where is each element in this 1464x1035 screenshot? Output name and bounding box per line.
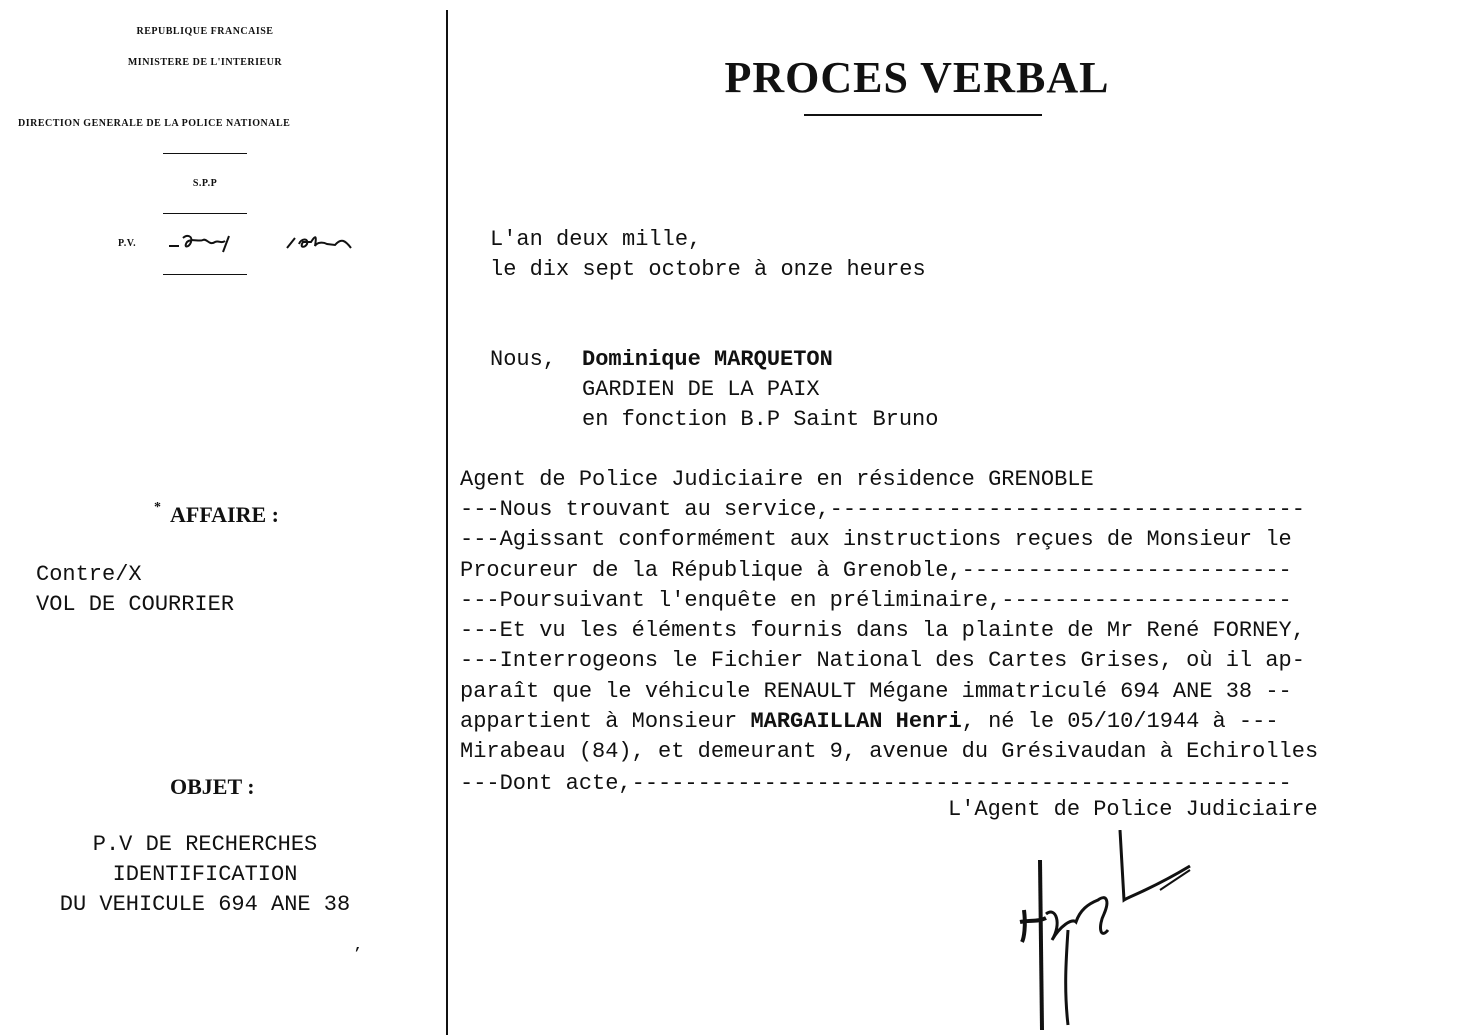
officer-intro: Nous, bbox=[490, 347, 557, 372]
signature-caption: L'Agent de Police Judiciaire bbox=[948, 797, 1318, 822]
title-underline bbox=[804, 114, 1042, 116]
pv-number-handwriting bbox=[165, 228, 365, 258]
body-line: ---Dont acte,-------------------------------------------------- bbox=[460, 771, 1292, 796]
affaire-mark: * bbox=[154, 500, 161, 515]
column-separator bbox=[446, 10, 448, 1035]
officer-rank: GARDIEN DE LA PAIX bbox=[582, 377, 820, 402]
pv-label: P.V. bbox=[118, 238, 137, 249]
body-line: paraît que le véhicule RENAULT Mégane immatriculé 694 ANE 38 -- bbox=[460, 679, 1292, 704]
body-segment: , né le 05/10/1944 à --- bbox=[961, 709, 1279, 734]
objet-heading: OBJET : bbox=[170, 774, 255, 799]
objet-line-1: P.V DE RECHERCHES bbox=[92, 832, 318, 857]
header-divider-2 bbox=[163, 213, 247, 214]
header-divider-3 bbox=[163, 274, 247, 275]
direction-heading: DIRECTION GENERALE DE LA POLICE NATIONALE bbox=[18, 118, 291, 129]
header-divider-1 bbox=[163, 153, 247, 154]
officer-name: Dominique MARQUETON bbox=[582, 347, 833, 372]
body-line: ---Agissant conformément aux instructions reçues de Monsieur le bbox=[460, 527, 1292, 552]
owner-name: MARGAILLAN Henri bbox=[750, 709, 962, 734]
affaire-line-2: VOL DE COURRIER bbox=[36, 592, 235, 617]
document-title: PROCES VERBAL bbox=[724, 53, 1110, 102]
body-line bbox=[460, 707, 1450, 737]
body-line: ---Poursuivant l'enquête en préliminaire,---------------------- bbox=[460, 588, 1292, 613]
body-line: Procureur de la République à Grenoble,------------------------- bbox=[460, 558, 1292, 583]
republic-heading: REPUBLIQUE FRANCAISE bbox=[136, 26, 274, 37]
affaire-heading: AFFAIRE : bbox=[170, 502, 279, 527]
date-line-1: L'an deux mille, bbox=[490, 227, 702, 252]
signature-image bbox=[1010, 830, 1210, 1035]
service-code: S.P.P bbox=[192, 178, 218, 189]
ministry-heading: MINISTERE DE L'INTERIEUR bbox=[127, 57, 283, 68]
date-line-2: le dix sept octobre à onze heures bbox=[490, 257, 926, 282]
objet-line-3: DU VEHICULE 694 ANE 38 bbox=[59, 892, 351, 917]
affaire-line-1: Contre/X bbox=[36, 562, 142, 587]
body-line: ---Interrogeons le Fichier National des Cartes Grises, où il ap- bbox=[460, 648, 1305, 673]
body-line: Agent de Police Judiciaire en résidence GRENOBLE bbox=[460, 467, 1094, 492]
objet-line-2: IDENTIFICATION bbox=[112, 862, 298, 887]
body-segment: appartient à Monsieur bbox=[460, 709, 751, 734]
stray-mark: , bbox=[354, 938, 363, 954]
body-line: ---Nous trouvant au service,------------------------------------ bbox=[460, 497, 1305, 522]
body-line: Mirabeau (84), et demeurant 9, avenue du Grésivaudan à Echirolles bbox=[460, 739, 1319, 764]
body-line: ---Et vu les éléments fournis dans la plainte de Mr René FORNEY, bbox=[460, 618, 1305, 643]
officer-post: en fonction B.P Saint Bruno bbox=[582, 407, 939, 432]
